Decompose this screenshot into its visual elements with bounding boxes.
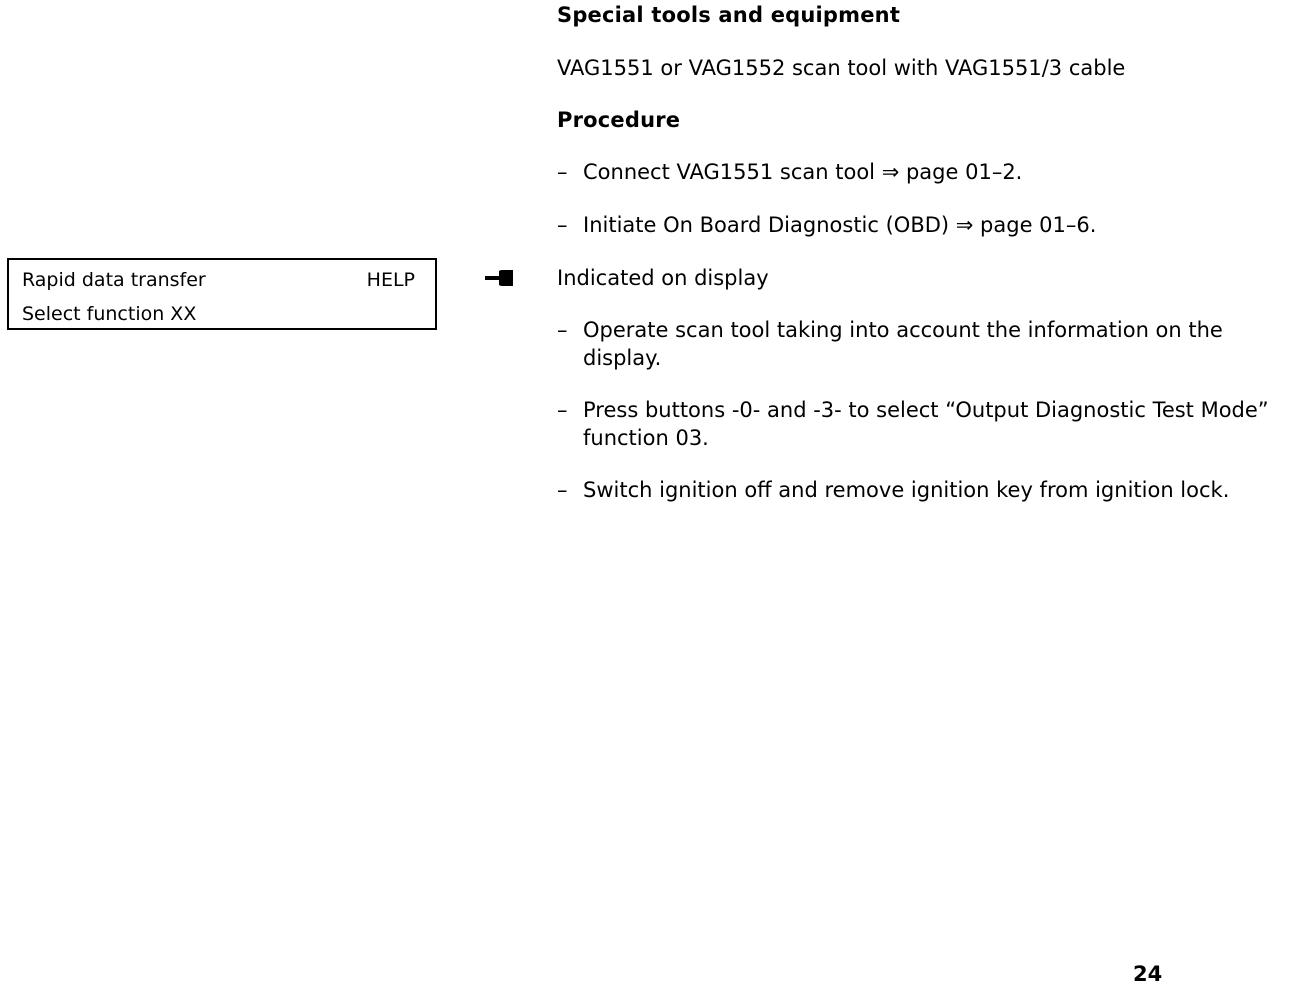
step-dash: – (557, 398, 568, 422)
display-help-label: HELP (366, 269, 415, 291)
page-number: 24 (1133, 962, 1163, 986)
step-dash: – (557, 318, 568, 342)
display-box (7, 258, 437, 330)
step-text: Connect VAG1551 scan tool ⇒ page 01–2. (583, 160, 1023, 184)
display-line-2: Select function XX (22, 303, 197, 325)
procedure-step (557, 211, 1297, 239)
procedure-heading: Procedure (557, 108, 681, 132)
step-text: Initiate On Board Diagnostic (OBD) ⇒ page 01–6. (583, 213, 1097, 237)
special-tools-text: VAG1551 or VAG1552 scan tool with VAG1551/3 cable (557, 56, 1126, 80)
procedure-step (557, 316, 1297, 372)
procedure-step (557, 476, 1297, 504)
step-dash: – (557, 213, 568, 237)
step-text: Switch ignition off and remove ignition key from ignition lock. (583, 478, 1230, 502)
step-dash: – (557, 160, 568, 184)
step-text: Press buttons -0- and -3- to select “Output Diagnostic Test Mode” function 03. (583, 398, 1269, 450)
step-dash: – (557, 478, 568, 502)
special-tools-heading: Special tools and equipment (557, 3, 901, 27)
indicated-on-display-text: Indicated on display (557, 266, 769, 290)
procedure-step (557, 158, 1297, 186)
display-line-1: Rapid data transfer (22, 269, 206, 291)
pointer-arrow-icon (485, 268, 515, 288)
step-text: Operate scan tool taking into account the information on the display. (583, 318, 1223, 370)
procedure-step (557, 396, 1297, 452)
